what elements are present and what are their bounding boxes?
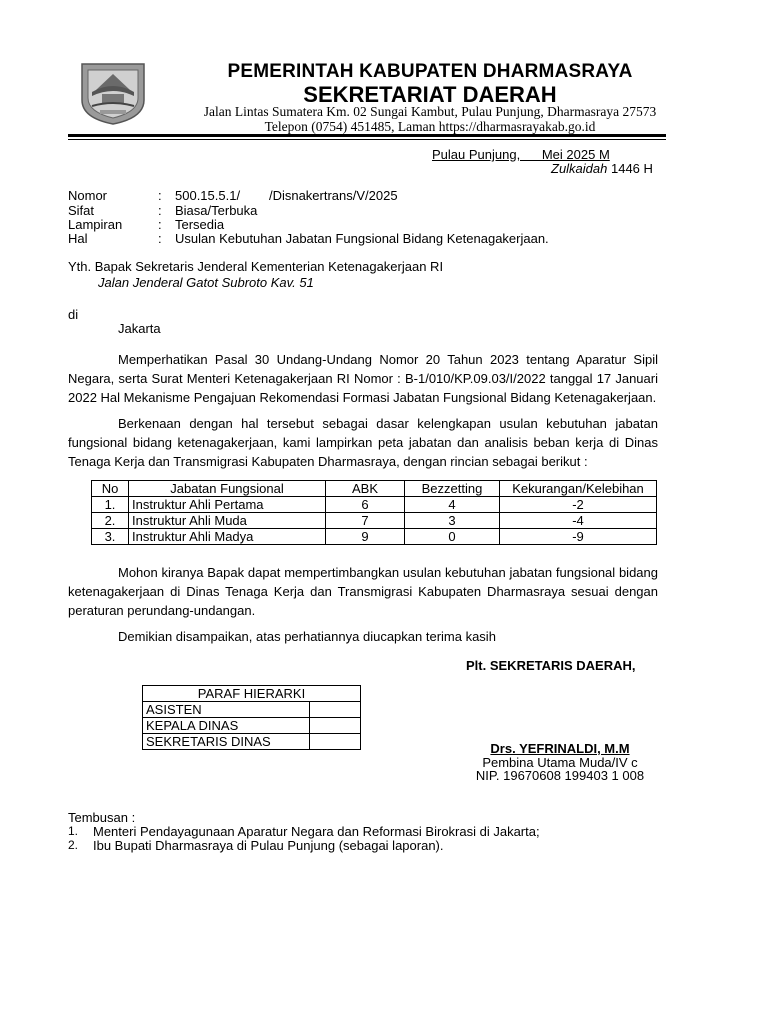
table-cell: Instruktur Ahli Muda (129, 513, 326, 529)
cc-number: 1. (68, 824, 79, 838)
hijri-year: 1446 H (607, 161, 653, 176)
table-cell: -4 (500, 513, 657, 529)
table-cell: -9 (500, 529, 657, 545)
header-rule-thick (68, 134, 666, 137)
table-header-row (92, 481, 657, 497)
cc-item: Menteri Pendayagunaan Aparatur Negara dan Reformasi Birokrasi di Jakarta; (93, 824, 540, 839)
table-row (92, 529, 657, 545)
addressee-di: di (68, 307, 79, 322)
paraf-header-row (143, 686, 361, 702)
signatory-rank: Pembina Utama Muda/IV c (482, 755, 638, 770)
paraf-row (143, 702, 361, 718)
paraf-sign-cell (310, 718, 361, 734)
table-cell: 3. (92, 529, 129, 545)
table-header: Jabatan Fungsional (129, 481, 326, 497)
signature-title: Plt. SEKRETARIS DAERAH, (466, 658, 636, 673)
regency-emblem-logo (78, 60, 148, 126)
secretariat-name: SEKRETARIAT DAERAH (303, 82, 557, 107)
table-header: Bezzetting (405, 481, 500, 497)
letter-nature: Biasa/Terbuka (175, 203, 258, 218)
table-header: ABK (326, 481, 405, 497)
table-cell: 2. (92, 513, 129, 529)
body-paragraph-3: Mohon kiranya Bapak dapat mempertimbangkan usulan kebutuhan jabatan fungsional bidang ketenagakerjaan di Dinas Tenaga Kerja dan Transmigrasi Kabupaten Dharmasraya sesuai dengan peraturan perundang-undangan. (68, 565, 658, 618)
meta-colon: : (158, 188, 162, 203)
table-cell: Instruktur Ahli Madya (129, 529, 326, 545)
cc-title: Tembusan : (68, 810, 136, 825)
meta-colon: : (158, 231, 162, 246)
table-cell: 1. (92, 497, 129, 513)
addressee-name: Yth. Bapak Sekretaris Jenderal Kementerian Ketenagakerjaan RI (68, 259, 444, 274)
addressee-address: Jalan Jenderal Gatot Subroto Kav. 51 (98, 275, 314, 290)
body-paragraph-1: Memperhatikan Pasal 30 Undang-Undang Nomor 20 Tahun 2023 tentang Aparatur Sipil Negara, serta Surat Menteri Ketenagakerjaan RI Nomor : B-1/010/KP.09.03/I/2022 tanggal 17 Januari 2022 Hal Mekanisme Pengajuan Rekomendasi Formasi Jabatan Fungsional Bidang Ketenagakerjaan. (68, 352, 658, 405)
table-cell: -2 (500, 497, 657, 513)
paraf-table (142, 685, 361, 750)
cc-item: Ibu Bupati Dharmasraya di Pulau Punjung (sebagai laporan). (93, 838, 444, 853)
meta-key: Nomor (68, 188, 108, 203)
table-cell: 4 (405, 497, 500, 513)
table-row (92, 513, 657, 529)
letter-subject: Usulan Kebutuhan Jabatan Fungsional Bidang Ketenagakerjaan. (175, 231, 549, 246)
meta-key: Lampiran (68, 217, 123, 232)
place-date: Pulau Punjung, Mei 2025 M (432, 147, 610, 162)
table-cell: 6 (326, 497, 405, 513)
paraf-sign-cell (310, 702, 361, 718)
body-paragraph-4: Demikian disampaikan, atas perhatiannya diucapkan terima kasih (118, 629, 496, 644)
meta-key: Sifat (68, 203, 95, 218)
paraf-sign-cell (310, 734, 361, 750)
office-address: Jalan Lintas Sumatera Km. 02 Sungai Kambut, Pulau Punjung, Dharmasraya 27573 (203, 104, 657, 119)
table-header: Kekurangan/Kelebihan (500, 481, 657, 497)
paraf-label: SEKRETARIS DINAS (143, 734, 310, 750)
meta-colon: : (158, 203, 162, 218)
hijri-month: Zulkaidah (551, 161, 608, 176)
letter-number: 500.15.5.1/ /Disnakertrans/V/2025 (175, 188, 398, 203)
hijri-date (551, 161, 653, 176)
signatory-name: Drs. YEFRINALDI, M.M (490, 741, 630, 756)
paraf-row (143, 734, 361, 750)
letter-attachment: Tersedia (175, 217, 225, 232)
table-cell: 7 (326, 513, 405, 529)
table-cell: 3 (405, 513, 500, 529)
paraf-label: KEPALA DINAS (143, 718, 310, 734)
government-name: PEMERINTAH KABUPATEN DHARMASRAYA (227, 61, 633, 82)
table-cell: Instruktur Ahli Pertama (129, 497, 326, 513)
table-cell: 0 (405, 529, 500, 545)
table-row (92, 497, 657, 513)
position-table (91, 480, 657, 545)
meta-key: Hal (68, 231, 88, 246)
paraf-title: PARAF HIERARKI (143, 686, 361, 702)
signatory-nip: NIP. 19670608 199403 1 008 (475, 768, 645, 783)
addressee-city: Jakarta (118, 321, 161, 336)
table-header: No (92, 481, 129, 497)
meta-colon: : (158, 217, 162, 232)
header-rule-thin (68, 139, 666, 140)
table-cell: 9 (326, 529, 405, 545)
paraf-label: ASISTEN (143, 702, 310, 718)
body-paragraph-2: Berkenaan dengan hal tersebut sebagai dasar kelengkapan usulan kebutuhan jabatan fungsional bidang ketenagakerjaan, kami lampirkan peta jabatan dan analisis beban kerja di Dinas Tenaga Kerja dan Transmigrasi Kabupaten Dharmasraya, dengan rincian sebagai berikut : (68, 416, 658, 469)
cc-number: 2. (68, 838, 79, 852)
office-contact: Telepon (0754) 451485, Laman https://dharmasrayakab.go.id (264, 119, 596, 134)
paraf-row (143, 718, 361, 734)
